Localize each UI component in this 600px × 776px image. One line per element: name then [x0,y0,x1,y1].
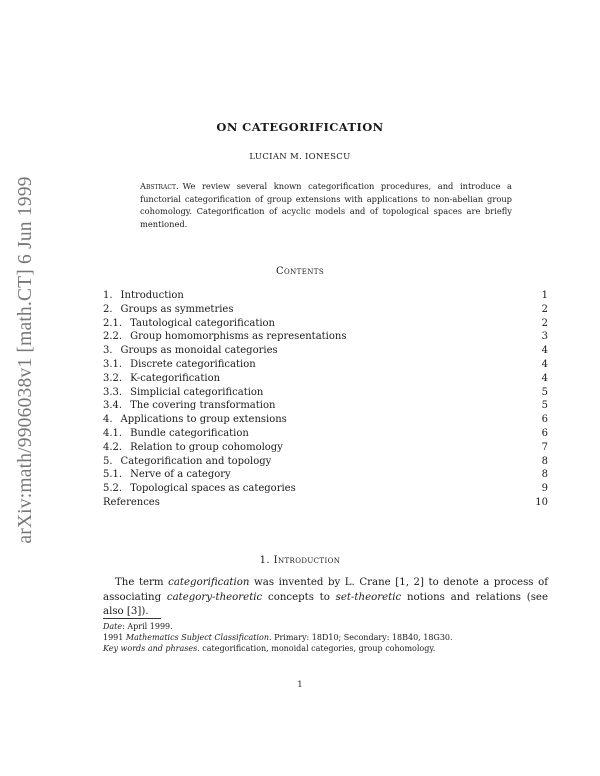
toc-entry-page: 3 [541,331,548,343]
toc-entry-label: Tautological categorification [130,317,275,329]
toc-entry-label: K-categorification [130,372,221,384]
footnote-rule [103,618,161,619]
toc-entry[interactable] [103,358,548,372]
toc-entry-label: Bundle categorification [130,427,249,439]
footnote-keywords: Key words and phrases. categorification, monoidal categories, group cohomology. [103,644,436,653]
toc-entry-number: 3. [103,345,113,357]
toc-entry-number: 2.1. [103,317,123,329]
toc-entry-page: 10 [535,496,548,508]
toc-entry-page: 8 [541,469,548,481]
footnotes [103,621,548,654]
toc-entry-page: 2 [541,303,548,315]
toc-entry-label: Groups as symmetries [120,303,234,315]
toc-entry-page: 6 [541,427,548,439]
toc-entry-label: Applications to group extensions [120,414,287,426]
toc-entry-label: Groups as monoidal categories [120,345,278,357]
arxiv-identifier: arXiv:math/9906038v1 [math.CT] 6 Jun 1999 [15,176,36,544]
abstract-label: Abstract. [140,181,179,191]
paper-title: ON CATEGORIFICATION [216,120,384,134]
toc-entry-number: 4.1. [103,427,123,439]
toc-entry[interactable] [103,330,548,344]
toc-entry-page: 4 [541,358,548,370]
table-of-contents [103,289,548,510]
toc-entry-label: Nerve of a category [130,469,231,481]
footnote-msc: 1991 Mathematics Subject Classification. Primary: 18D10; Secondary: 18B40, 18G30. [103,633,453,642]
toc-entry-label: References [103,496,160,508]
toc-entry-label: The covering transformation [130,400,276,412]
toc-entry-page: 4 [541,372,548,384]
toc-entry-number: 2. [103,303,113,315]
toc-entry-label: Relation to group cohomology [130,441,283,453]
toc-entry-number: 1. [103,290,113,301]
toc-entry-label: Group homomorphisms as representations [130,331,347,343]
toc-entry[interactable] [103,399,548,413]
toc-entry-number: 3.4. [103,400,123,412]
page-number: 1 [297,680,303,690]
abstract-text: We review several known categorification procedures, and introduce a functorial categorification of group extensions with applications to non-abelian group cohomology. Categorification of acyclic models and of topological spaces are briefly mentioned. [140,181,512,229]
toc-entry[interactable] [103,427,548,441]
toc-entry[interactable] [103,317,548,331]
toc-entry[interactable] [103,413,548,427]
toc-entry[interactable] [103,496,548,510]
toc-entry-page: 5 [541,400,548,412]
toc-entry-number: 2.2. [103,331,123,343]
toc-entry-number: 3.3. [103,386,123,398]
introduction-paragraph: The term categorification was invented by L. Crane [1, 2] to denote a process of associating category-theoretic concepts to set-theoretic notions and relations (see also [3]). [103,577,548,617]
toc-entry-page: 6 [541,414,548,426]
toc-entry-page: 8 [541,455,548,467]
toc-entry[interactable] [103,468,548,482]
toc-entry-page: 7 [541,441,548,453]
footnote-date: Date: April 1999. [103,622,173,631]
toc-entry-page: 4 [541,345,548,357]
toc-entry[interactable] [103,303,548,317]
toc-entry-page: 1 [541,290,548,301]
toc-entry-page: 2 [541,317,548,329]
section-heading-introduction: 1. Introduction [259,555,341,566]
toc-entry-label: Categorification and topology [120,455,272,467]
toc-entry[interactable] [103,372,548,386]
toc-entry-number: 5. [103,455,113,467]
toc-entry[interactable] [103,482,548,496]
toc-entry-number: 3.1. [103,358,123,370]
toc-entry-label: Introduction [120,290,184,301]
toc-entry-page: 5 [541,386,548,398]
arxiv-sidebar [6,160,46,560]
toc-entry-label: Topological spaces as categories [130,483,296,495]
toc-entry-number: 4. [103,414,113,426]
author-name: LUCIAN M. IONESCU [249,152,351,162]
toc-entry[interactable] [103,289,548,303]
toc-entry[interactable] [103,441,548,455]
toc-entry[interactable] [103,344,548,358]
toc-entry[interactable] [103,386,548,400]
toc-entry-page: 9 [541,483,548,495]
toc-entry-label: Simplicial categorification [130,386,264,398]
abstract [140,180,512,230]
toc-entry-number: 5.2. [103,483,123,495]
toc-entry-number: 3.2. [103,372,123,384]
toc-entry-label: Discrete categorification [130,358,256,370]
toc-entry[interactable] [103,455,548,469]
contents-heading: Contents [275,266,325,277]
toc-entry-number: 4.2. [103,441,123,453]
toc-entry-number: 5.1. [103,469,123,481]
